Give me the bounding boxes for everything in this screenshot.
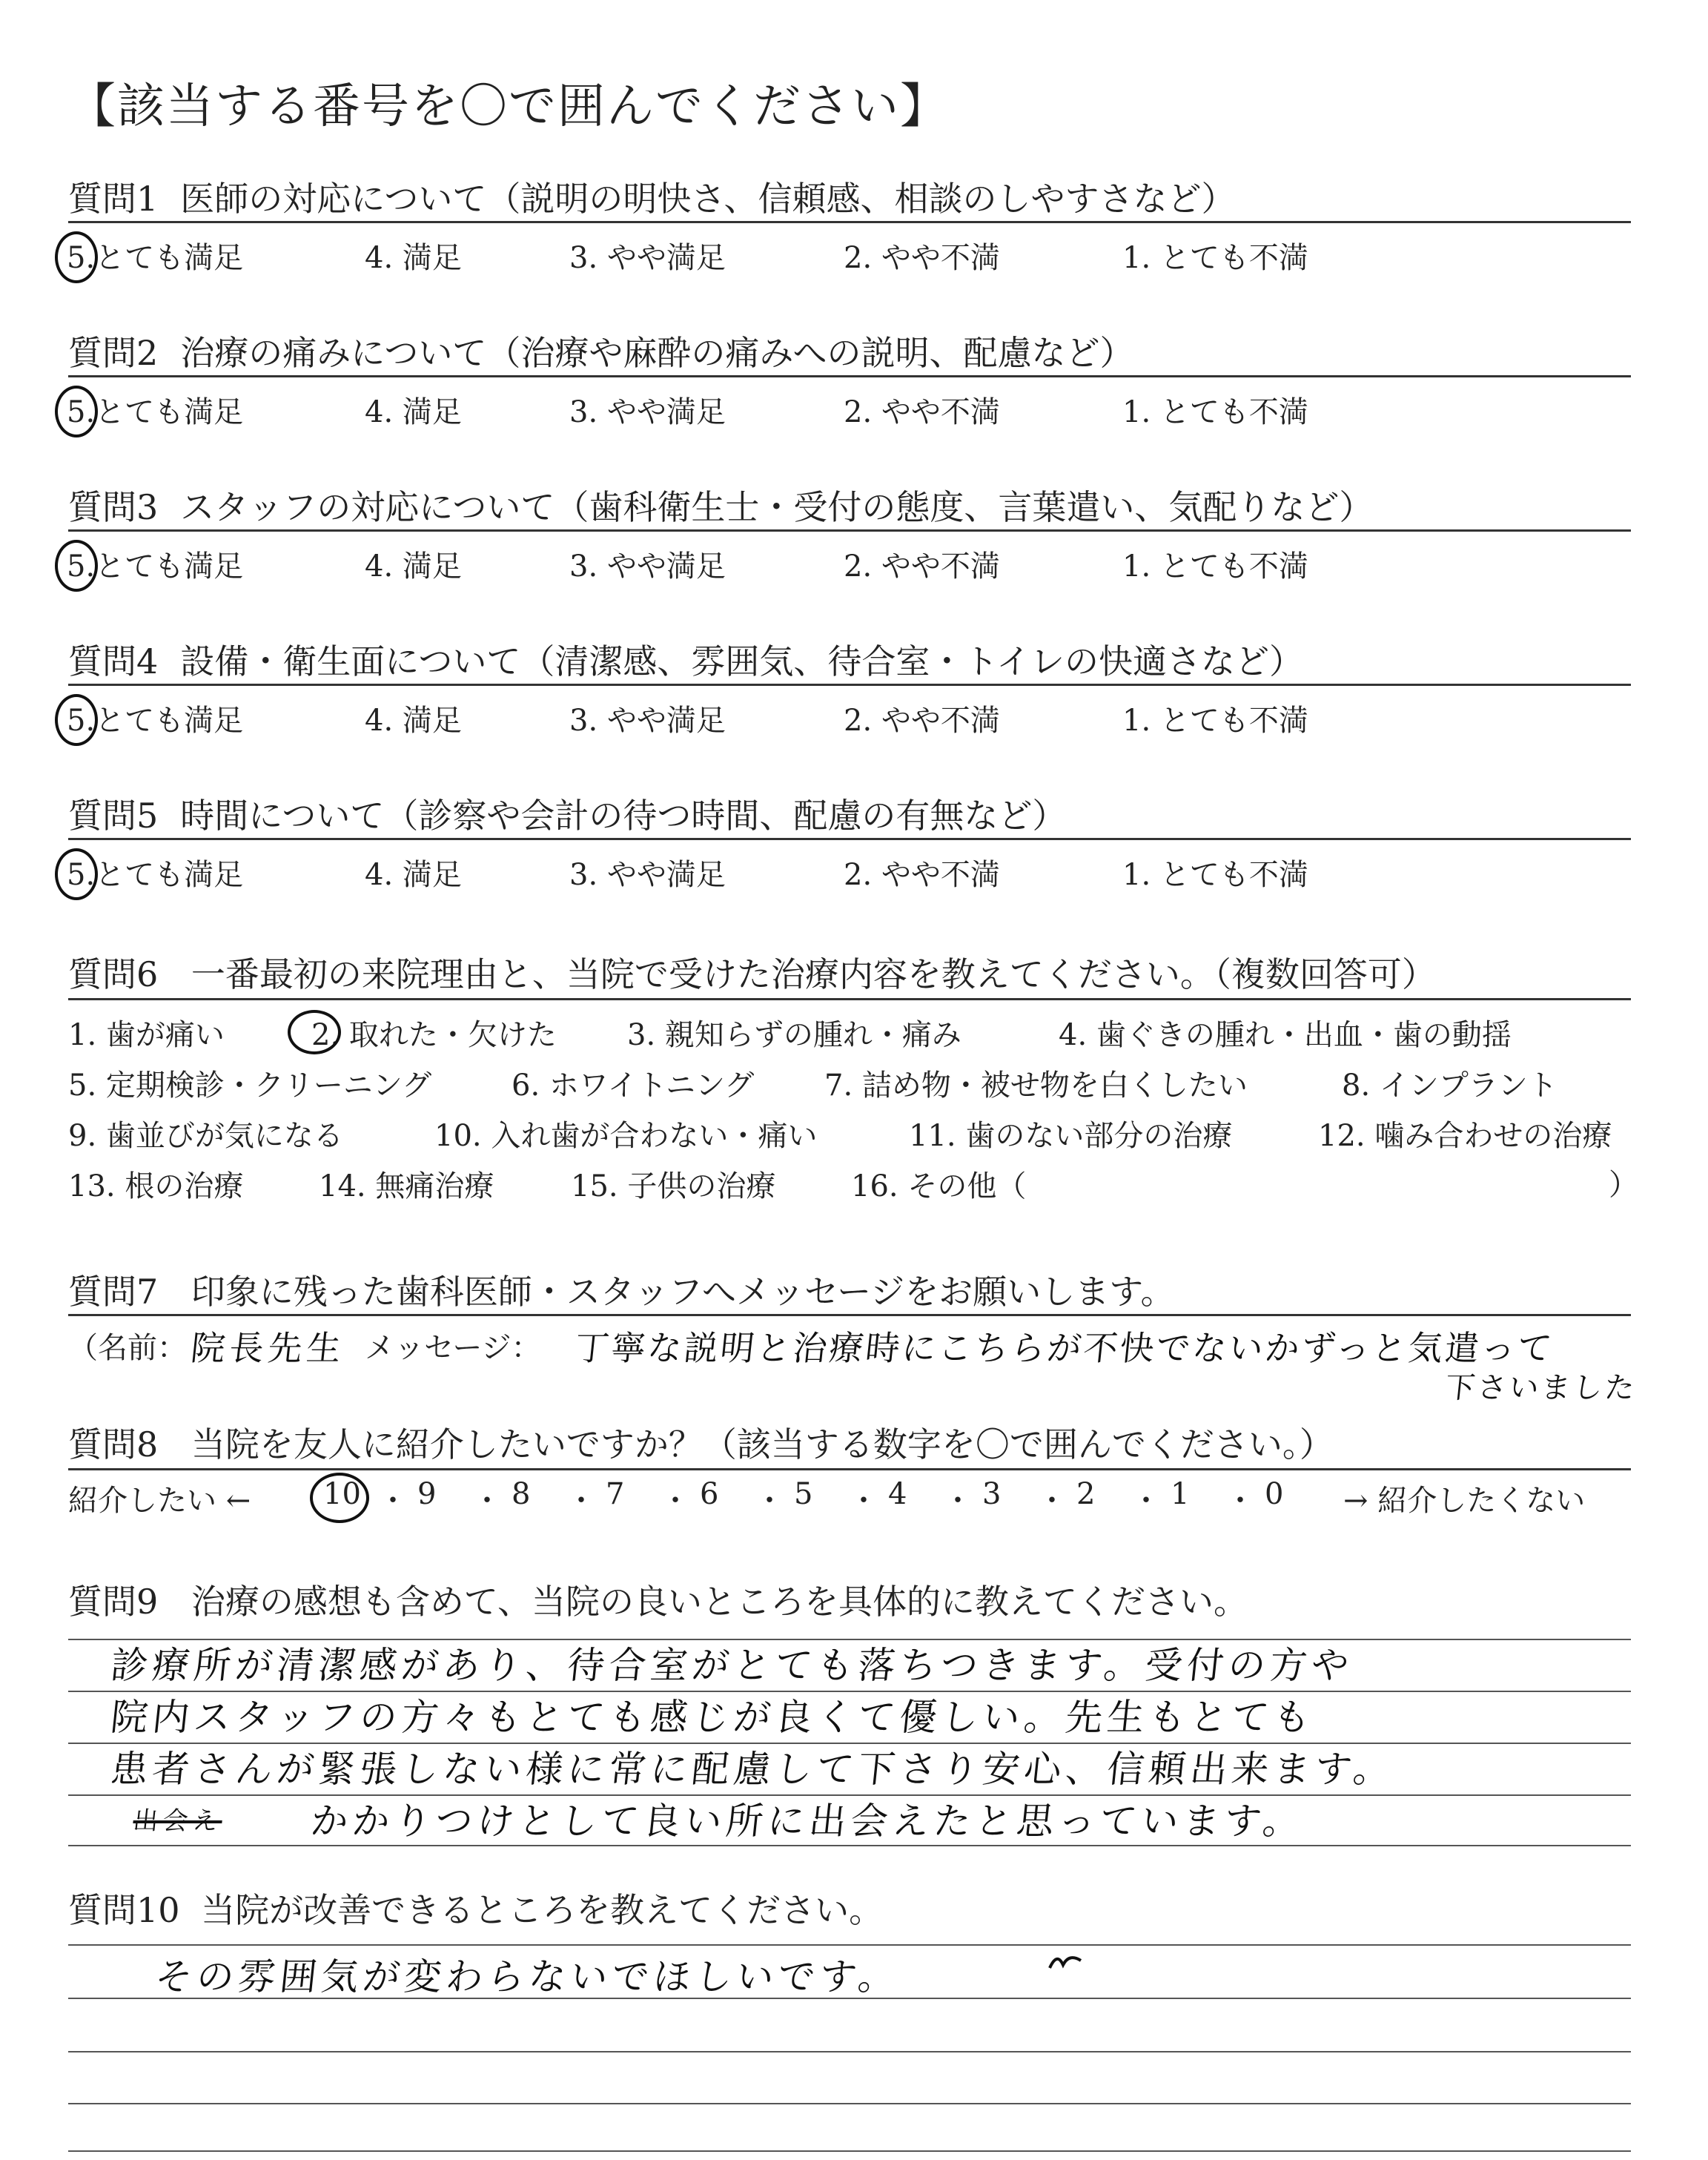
q2-option[interactable]: 3. やや満足: [569, 395, 726, 429]
q1-option[interactable]: 4. 満足: [365, 241, 462, 275]
q8-scale-value[interactable]: 0: [1265, 1477, 1284, 1511]
q8-selection-circle: [310, 1473, 369, 1523]
q4-option[interactable]: 4. 満足: [365, 704, 462, 738]
q6-option[interactable]: 13. 根の治療: [68, 1169, 244, 1203]
q6-other-close: ）: [1609, 1168, 1638, 1202]
q4-label: 質問4: [68, 641, 159, 681]
q6-option[interactable]: 12. 噛み合わせの治療: [1318, 1119, 1612, 1153]
q8-scale-separator: ・: [849, 1484, 878, 1518]
q2-option[interactable]: 5.とても満足: [67, 395, 244, 429]
q6-label: 質問6: [68, 954, 159, 994]
q6-option[interactable]: 16. その他（: [851, 1169, 1027, 1203]
q6-option[interactable]: 11. 歯のない部分の治療: [909, 1119, 1233, 1153]
q5-label: 質問5: [68, 796, 159, 836]
q7-heading: [68, 1265, 1175, 1314]
q3-label: 質問3: [68, 487, 159, 527]
q1-option[interactable]: 5.とても満足: [67, 241, 244, 275]
q7-name-value: 院長先生: [188, 1328, 348, 1368]
q8-scale-separator: ・: [472, 1484, 502, 1518]
q7-message-line2: 下さいました: [1443, 1371, 1639, 1405]
q9-answer-line-2: 院内スタッフの方々もとても感じが良くて優しい。先生もとても: [108, 1696, 1317, 1739]
q6-option[interactable]: 15. 子供の治療: [571, 1169, 776, 1203]
scribble-mark-icon: [1047, 1950, 1084, 1972]
q3-selection-circle: [55, 540, 98, 592]
q8-scale-value[interactable]: 9: [417, 1477, 437, 1511]
q2-option[interactable]: 1. とても不満: [1122, 395, 1308, 429]
q10-answer-line-1: その雰囲気が変わらないでほしいです。: [153, 1955, 902, 1998]
q1-option[interactable]: 3. やや満足: [569, 241, 726, 275]
q8-scale-separator: ・: [566, 1484, 596, 1518]
q8-scale-separator: ・: [755, 1484, 784, 1518]
q1-heading: [68, 172, 1236, 221]
q10-line-4: [68, 2103, 1631, 2104]
q9-answer-line-4: かかりつけとして良い所に出会えたと思っています。: [308, 1800, 1307, 1843]
q2-label: 質問2: [68, 333, 159, 373]
q4-rule: [68, 684, 1631, 686]
q2-option[interactable]: 2. やや不満: [844, 395, 1000, 429]
q1-label: 質問1: [68, 179, 159, 219]
q8-scale-separator: ・: [378, 1484, 408, 1518]
q4-text: 設備・衛生面について（清潔感、雰囲気、待合室・トイレの快適さなど）: [180, 641, 1304, 681]
q5-option[interactable]: 2. やや不満: [844, 858, 1000, 892]
q10-text: 当院が改善できるところを教えてください。: [201, 1890, 884, 1930]
q1-option[interactable]: 1. とても不満: [1122, 241, 1308, 275]
q6-option[interactable]: 10. 入れ歯が合わない・痛い: [434, 1119, 818, 1153]
q1-text: 医師の対応について（説明の明快さ、信頼感、相談のしやすさなど）: [180, 179, 1236, 219]
q9-line-5: [68, 1845, 1631, 1846]
q9-heading: [68, 1575, 1248, 1624]
q6-option[interactable]: 14. 無痛治療: [319, 1169, 494, 1203]
q8-scale-separator: ・: [661, 1484, 690, 1518]
q1-option[interactable]: 2. やや不満: [844, 241, 1000, 275]
q8-scale-value[interactable]: 4: [888, 1477, 907, 1511]
q3-option[interactable]: 1. とても不満: [1122, 549, 1308, 584]
q3-option[interactable]: 4. 満足: [365, 549, 462, 584]
q8-text: 当院を友人に紹介したいですか？（該当する数字を〇で囲んでください。）: [191, 1424, 1334, 1464]
q8-scale-value[interactable]: 7: [606, 1477, 625, 1511]
q6-option[interactable]: 5. 定期検診・クリーニング: [68, 1069, 432, 1103]
q6-option[interactable]: 8. インプラント: [1342, 1069, 1558, 1103]
q8-scale-value[interactable]: 6: [700, 1477, 719, 1511]
q4-option[interactable]: 5.とても満足: [67, 704, 244, 738]
q10-line-1: [68, 1944, 1631, 1946]
q2-selection-circle: [55, 386, 98, 437]
q6-option[interactable]: 9. 歯並びが気になる: [68, 1119, 343, 1153]
q8-heading: [68, 1418, 1334, 1467]
q2-option[interactable]: 4. 満足: [365, 395, 462, 429]
q9-text: 治療の感想も含めて、当院の良いところを具体的に教えてください。: [191, 1582, 1248, 1622]
q6-selection-circle: [288, 1010, 341, 1054]
q6-option[interactable]: 1. 歯が痛い: [68, 1018, 225, 1052]
q8-scale-value[interactable]: 8: [512, 1477, 531, 1511]
q3-heading: [68, 480, 1373, 529]
q3-option[interactable]: 2. やや不満: [844, 549, 1000, 584]
q10-line-3: [68, 2051, 1631, 2052]
q7-message-label: メッセージ：: [365, 1331, 541, 1365]
q6-option[interactable]: 4. 歯ぐきの腫れ・出血・歯の動揺: [1059, 1018, 1512, 1052]
q7-label: 質問7: [68, 1272, 159, 1312]
q9-answer-line-3: 患者さんが緊張しない様に常に配慮して下さり安心、信頼出来ます。: [108, 1748, 1397, 1791]
q8-scale-separator: ・: [1037, 1484, 1067, 1518]
q4-option[interactable]: 1. とても不満: [1122, 704, 1308, 738]
q5-selection-circle: [55, 848, 98, 900]
page-title: 【該当する番号を〇で囲んでください】: [68, 79, 949, 134]
q8-scale-value[interactable]: 1: [1171, 1477, 1190, 1511]
q8-label: 質問8: [68, 1424, 159, 1464]
q8-scale-value[interactable]: 3: [982, 1477, 1002, 1511]
q6-rule: [68, 998, 1631, 1000]
q2-rule: [68, 375, 1631, 377]
q4-option[interactable]: 2. やや不満: [844, 704, 1000, 738]
q6-option[interactable]: 7. 詰め物・被せ物を白くしたい: [824, 1069, 1248, 1103]
q6-option[interactable]: 2. 取れた・欠けた: [311, 1018, 557, 1052]
q5-rule: [68, 838, 1631, 840]
q4-heading: [68, 635, 1303, 684]
q3-option[interactable]: 5.とても満足: [67, 549, 244, 584]
q10-label: 質問10: [68, 1890, 180, 1930]
q8-right-label: → 紹介したくない: [1343, 1484, 1586, 1518]
q6-option[interactable]: 6. ホワイトニング: [512, 1069, 755, 1103]
q5-heading: [68, 789, 1066, 838]
q3-option[interactable]: 3. やや満足: [569, 549, 726, 584]
q9-struck-text: 出会え: [131, 1806, 224, 1836]
q9-label: 質問9: [68, 1582, 159, 1622]
q7-name-label: （名前：: [68, 1331, 187, 1365]
q5-text: 時間について（診察や会計の待つ時間、配慮の有無など）: [180, 796, 1067, 836]
q6-heading: [68, 948, 1436, 997]
q7-message-line1: 丁寧な説明と治療時にこちらが不快でないかずっと気遣って: [572, 1328, 1556, 1368]
q1-selection-circle: [55, 231, 98, 283]
q5-option[interactable]: 5.とても満足: [67, 858, 244, 892]
q1-rule: [68, 221, 1631, 223]
q5-option[interactable]: 1. とても不満: [1122, 858, 1308, 892]
q7-text: 印象に残った歯科医師・スタッフへメッセージをお願いします。: [191, 1272, 1175, 1312]
q6-text: 一番最初の来院理由と、当院で受けた治療内容を教えてください。（複数回答可）: [191, 954, 1436, 994]
q8-scale-value[interactable]: 2: [1076, 1477, 1096, 1511]
q2-text: 治療の痛みについて（治療や麻酔の痛みへの説明、配慮など）: [180, 333, 1134, 373]
q4-selection-circle: [55, 694, 98, 746]
q8-scale-separator: ・: [1131, 1484, 1161, 1518]
q8-scale-value[interactable]: 5: [794, 1477, 813, 1511]
q10-heading: [68, 1883, 883, 1932]
q8-scale-separator: ・: [943, 1484, 973, 1518]
q8-left-label: 紹介したい ←: [68, 1484, 251, 1518]
q8-scale-value[interactable]: 10: [323, 1477, 361, 1511]
q8-rule: [68, 1468, 1631, 1470]
q6-option[interactable]: 3. 親知らずの腫れ・痛み: [627, 1018, 961, 1052]
q10-line-5: [68, 2150, 1631, 2152]
q3-rule: [68, 529, 1631, 532]
q8-scale-separator: ・: [1225, 1484, 1255, 1518]
q3-text: スタッフの対応について（歯科衛生士・受付の態度、言葉遣い、気配りなど）: [180, 487, 1374, 527]
q9-answer-line-1: 診療所が清潔感があり、待合室がとても落ちつきます。受付の方や: [108, 1644, 1356, 1687]
q5-option[interactable]: 3. やや満足: [569, 858, 726, 892]
q4-option[interactable]: 3. やや満足: [569, 704, 726, 738]
q2-heading: [68, 326, 1133, 375]
q7-rule: [68, 1314, 1631, 1316]
q5-option[interactable]: 4. 満足: [365, 858, 462, 892]
